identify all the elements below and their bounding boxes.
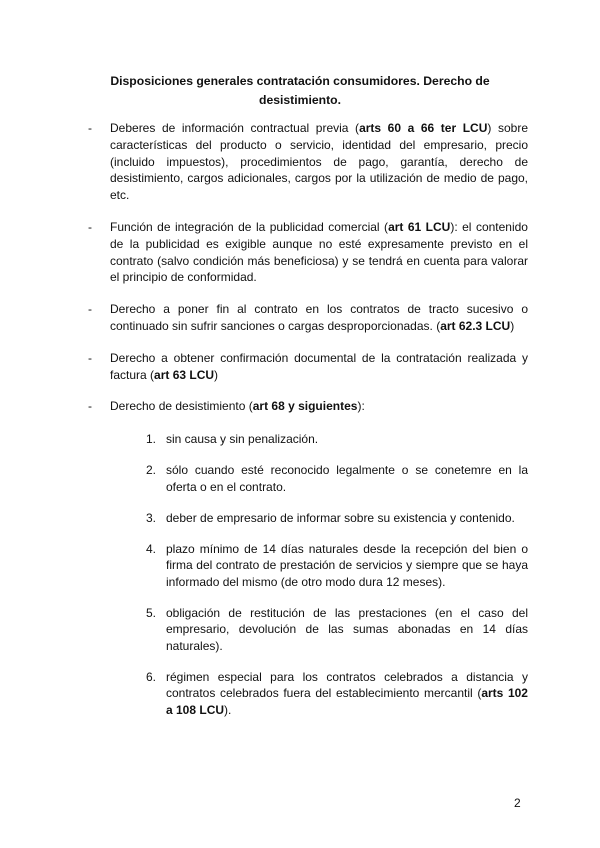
bullet-text: Derecho a poner fin al contrato en los contratos de tracto sucesivo o continuado sin sufrir sanciones o cargas desproporcionadas. ( bbox=[110, 302, 528, 333]
item-text: régimen especial para los contratos celebrados a distancia y contratos celebrados fuera del establecimiento mercantil ( bbox=[166, 669, 528, 701]
bullet-text-tail: ) bbox=[214, 367, 219, 382]
bullet-item bbox=[88, 120, 528, 204]
item-text: obligación de restitución de las prestaciones (en el caso del empresario, devolución de las sumas abonadas en 14 días naturales). bbox=[166, 605, 528, 653]
numbered-item bbox=[110, 669, 528, 719]
bullet-text: Deberes de información contractual previa ( bbox=[110, 121, 360, 135]
item-text: sólo cuando esté reconocido legalmente o se conetemre en la oferta o en el contrato. bbox=[166, 463, 528, 494]
page-number: 2 bbox=[514, 796, 521, 810]
bullet-text-tail: ): el contenido de la publicidad es exigible aunque no esté expresamente previsto en el contrato (salvo condición más beneficiosa) y se tendrá en cuenta para valorar el principio de conformidad. bbox=[110, 219, 528, 285]
bullet-dash: - bbox=[88, 219, 92, 234]
bullet-list bbox=[88, 120, 528, 733]
bullet-legal-ref: art 62.3 LCU bbox=[440, 318, 511, 333]
bullet-text: Función de integración de la publicidad comercial ( bbox=[110, 219, 389, 234]
numbered-item bbox=[110, 431, 528, 448]
numbered-item bbox=[110, 510, 528, 527]
item-number: 5. bbox=[146, 605, 157, 620]
document-title: Disposiciones generales contratación consumidores. Derecho de desistimiento. bbox=[110, 74, 490, 107]
numbered-item bbox=[110, 605, 528, 655]
numbered-list bbox=[110, 431, 528, 718]
numbered-item bbox=[110, 462, 528, 495]
bullet-dash: - bbox=[88, 350, 92, 365]
bullet-dash: - bbox=[88, 121, 92, 135]
bullet-legal-ref: art 68 y siguientes bbox=[252, 399, 358, 414]
bullet-dash: - bbox=[88, 302, 92, 317]
bullet-legal-ref: art 61 LCU bbox=[388, 219, 451, 234]
bullet-dash: - bbox=[88, 399, 92, 414]
item-text: sin causa y sin penalización. bbox=[166, 432, 319, 447]
item-number: 2. bbox=[146, 463, 157, 478]
bullet-item bbox=[88, 350, 528, 384]
item-number: 6. bbox=[146, 669, 157, 684]
bullet-item bbox=[88, 398, 528, 718]
bullet-legal-ref: arts 60 a 66 ter LCU bbox=[359, 121, 488, 135]
item-number: 4. bbox=[146, 541, 157, 556]
bullet-item bbox=[88, 219, 528, 286]
item-text-tail: ). bbox=[224, 702, 232, 717]
item-legal-ref: arts 102 a 108 LCU bbox=[166, 686, 528, 717]
item-number: 1. bbox=[146, 432, 157, 447]
bullet-text-tail: ) sobre características del producto o servicio, identidad del empresario, precio (incluido impuestos), procedimientos de pago, garantía, derecho de desistimiento, cargos adicionales, cargos por la utilización de medio de pago, etc. bbox=[110, 121, 528, 203]
bullet-item bbox=[88, 301, 528, 335]
bullet-text-tail: ) bbox=[510, 318, 515, 333]
bullet-text: Derecho de desistimiento ( bbox=[110, 399, 253, 414]
numbered-item bbox=[110, 541, 528, 591]
bullet-text: Derecho a obtener confirmación documental de la contratación realizada y factura ( bbox=[110, 350, 528, 382]
item-text: deber de empresario de informar sobre su existencia y contenido. bbox=[166, 510, 515, 525]
item-number: 3. bbox=[146, 510, 157, 525]
bullet-legal-ref: art 63 LCU bbox=[154, 367, 215, 382]
bullet-text-tail: ): bbox=[357, 399, 365, 414]
item-text: plazo mínimo de 14 días naturales desde la recepción del bien o firma del contrato de prestación de servicios y siempre que se haya informado del mismo (de otro modo dura 12 meses). bbox=[166, 541, 528, 589]
